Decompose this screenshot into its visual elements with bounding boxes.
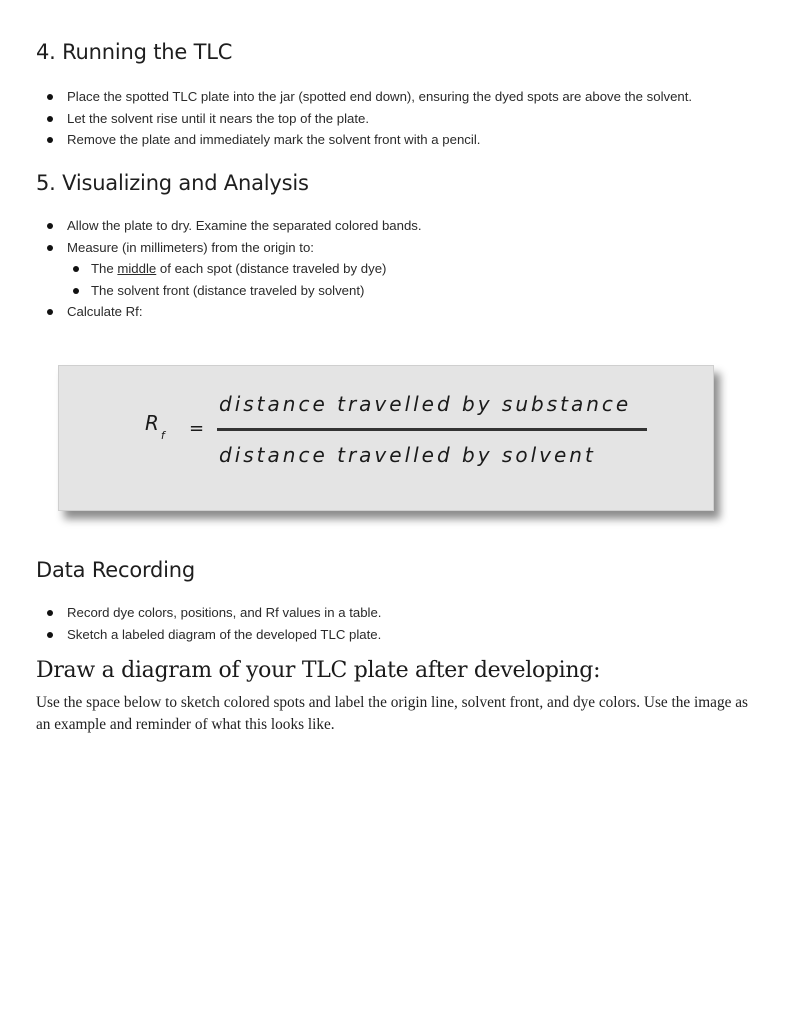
formula-denominator: distance travelled by solvent (219, 443, 596, 467)
sub-item-suffix: of each spot (distance traveled by dye) (156, 261, 387, 276)
drawing-area (36, 750, 766, 1020)
rf-symbol (145, 411, 165, 442)
sub-list-item: The solvent front (distance traveled by solvent) (0, 280, 422, 302)
list-item: Measure (in millimeters) from the origin to: (0, 237, 422, 259)
list-item: Remove the plate and immediately mark the solvent front with a pencil. (0, 129, 692, 151)
section-5-heading: 5. Visualizing and Analysis (36, 171, 309, 195)
list-item: Record dye colors, positions, and Rf values in a table. (0, 602, 381, 624)
section-4-list (0, 86, 692, 151)
list-item: Let the solvent rise until it nears the top of the plate. (0, 108, 692, 130)
diagram-prompt-title: Draw a diagram of your TLC plate after developing: (36, 658, 601, 683)
list-item: Calculate Rf: (0, 301, 422, 323)
section-4-heading: 4. Running the TLC (36, 40, 233, 64)
rf-letter: R (145, 411, 159, 435)
fraction-bar (217, 428, 647, 431)
section-5-list (0, 215, 422, 323)
equals-sign: = (189, 418, 205, 439)
rf-formula-image (58, 365, 714, 511)
list-item: Place the spotted TLC plate into the jar (spotted end down), ensuring the dyed spots are above the solvent. (0, 86, 692, 108)
sub-list-item (0, 258, 422, 280)
rf-subscript: f (160, 429, 165, 442)
list-item: Sketch a labeled diagram of the developed TLC plate. (0, 624, 381, 646)
underlined-word: middle (117, 261, 157, 276)
diagram-prompt-instructions: Use the space below to sketch colored spots and label the origin line, solvent front, and dye colors. Use the image as an example and reminder of what this looks like. (36, 694, 748, 733)
data-recording-list (0, 602, 381, 645)
sub-item-prefix: The (91, 261, 118, 276)
formula-numerator: distance travelled by substance (219, 392, 632, 416)
list-item: Allow the plate to dry. Examine the separated colored bands. (0, 215, 422, 237)
data-recording-heading: Data Recording (36, 558, 196, 582)
